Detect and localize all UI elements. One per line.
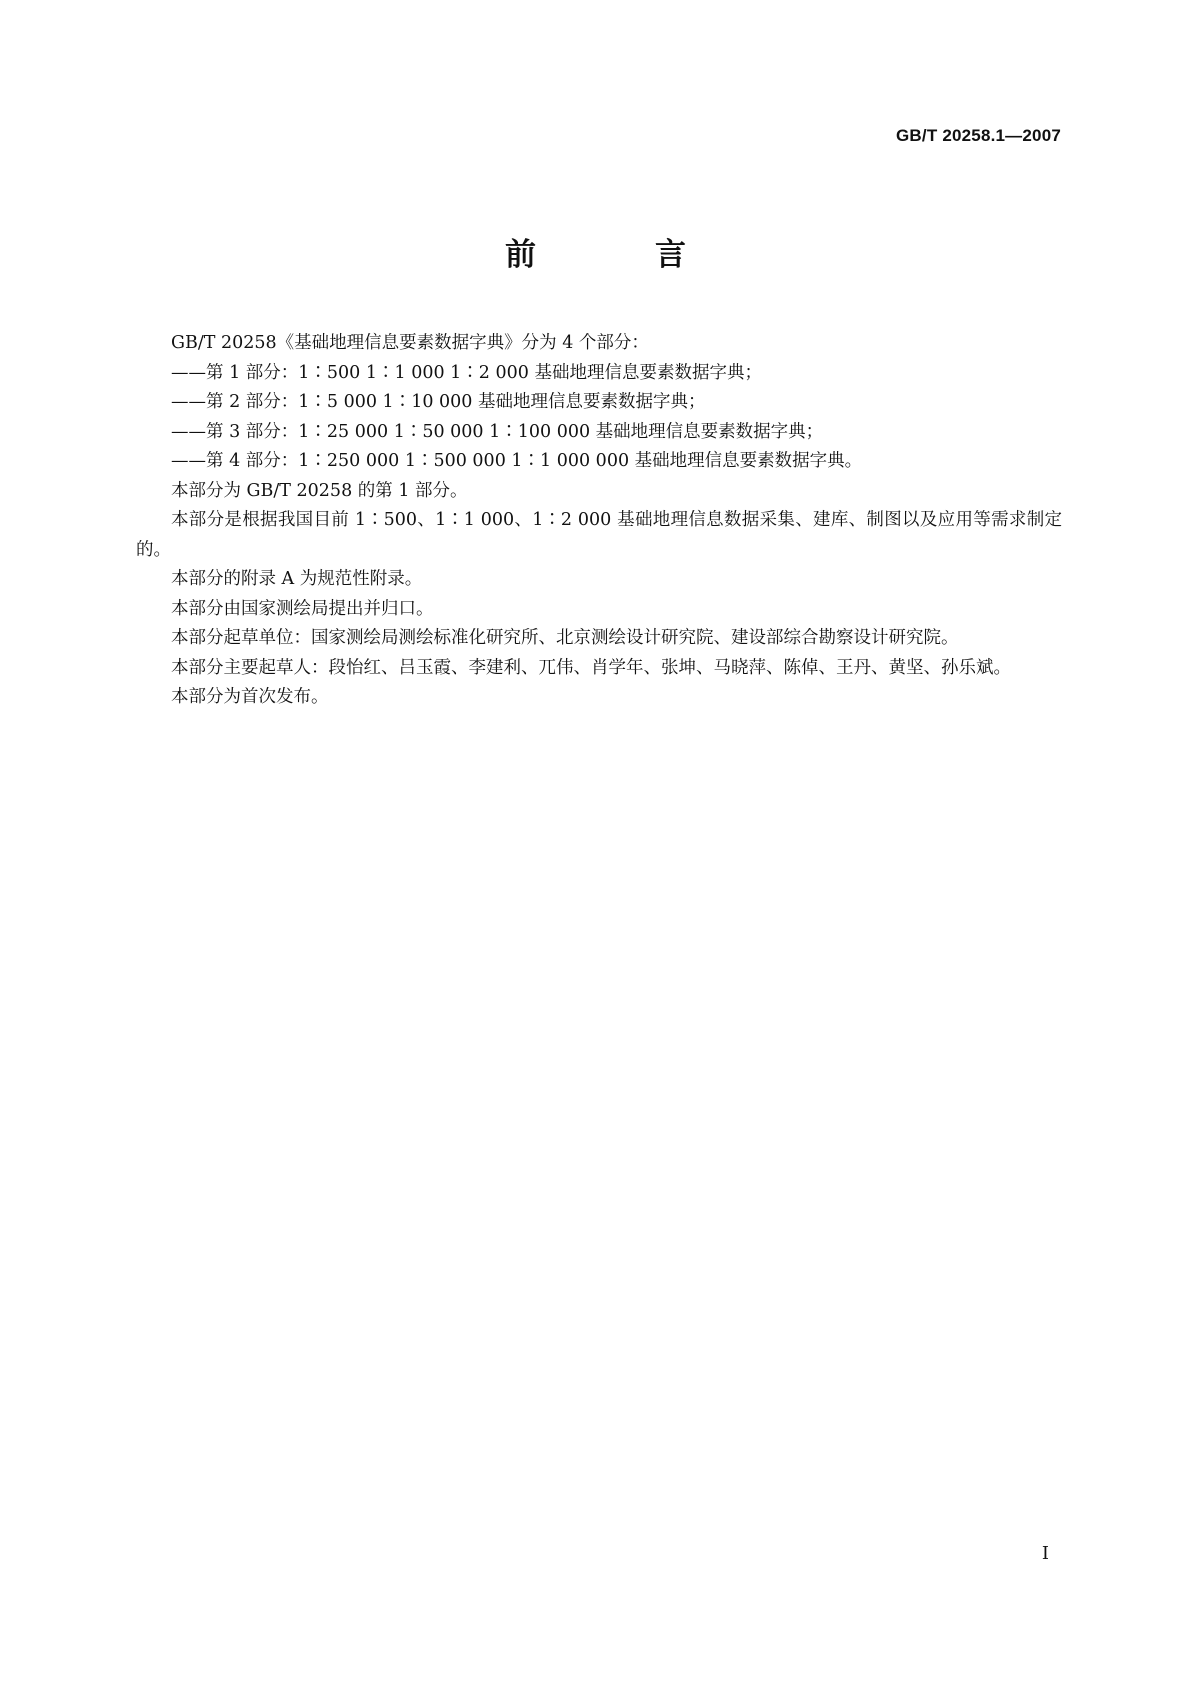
page-title: 前 言 (505, 237, 730, 273)
paragraph-first-release: 本部分为首次发布。 (171, 687, 329, 707)
standard-code: GB/T 20258.1—2007 (896, 126, 1061, 145)
page-number: I (1041, 1543, 1049, 1564)
paragraph-drafters: 本部分主要起草人：段怡红、吕玉霞、李建利、兀伟、肖学年、张坤、马晓萍、陈倬、王丹、黄坚、孙乐斌。 (171, 657, 1011, 678)
paragraph-basis: 本部分是根据我国目前 1∶500、1∶1 000、1∶2 000 基础地理信息数据采集、建库、制图以及应用等需求制定的。 (136, 510, 1062, 560)
paragraph-annex: 本部分的附录 A 为规范性附录。 (171, 569, 423, 589)
list-item-part-2: ——第 2 部分：1∶5 000 1∶10 000 基础地理信息要素数据字典； (171, 392, 706, 412)
paragraph-proposer: 本部分由国家测绘局提出并归口。 (171, 598, 434, 619)
paragraph-part-statement: 本部分为 GB/T 20258 的第 1 部分。 (171, 480, 468, 501)
foreword-body (136, 329, 1062, 713)
list-item-part-4: ——第 4 部分：1∶250 000 1∶500 000 1∶1 000 000 基础地理信息要素数据字典。 (171, 451, 863, 471)
paragraph-drafting-units: 本部分起草单位：国家测绘局测绘标准化研究所、北京测绘设计研究院、建设部综合勘察设计研究院。 (171, 628, 959, 648)
list-item-part-1: ——第 1 部分：1∶500 1∶1 000 1∶2 000 基础地理信息要素数据字典； (171, 362, 762, 383)
paragraph-intro: GB/T 20258《基础地理信息要素数据字典》分为 4 个部分： (171, 333, 649, 353)
list-item-part-3: ——第 3 部分：1∶25 000 1∶50 000 1∶100 000 基础地理信息要素数据字典； (171, 421, 824, 442)
